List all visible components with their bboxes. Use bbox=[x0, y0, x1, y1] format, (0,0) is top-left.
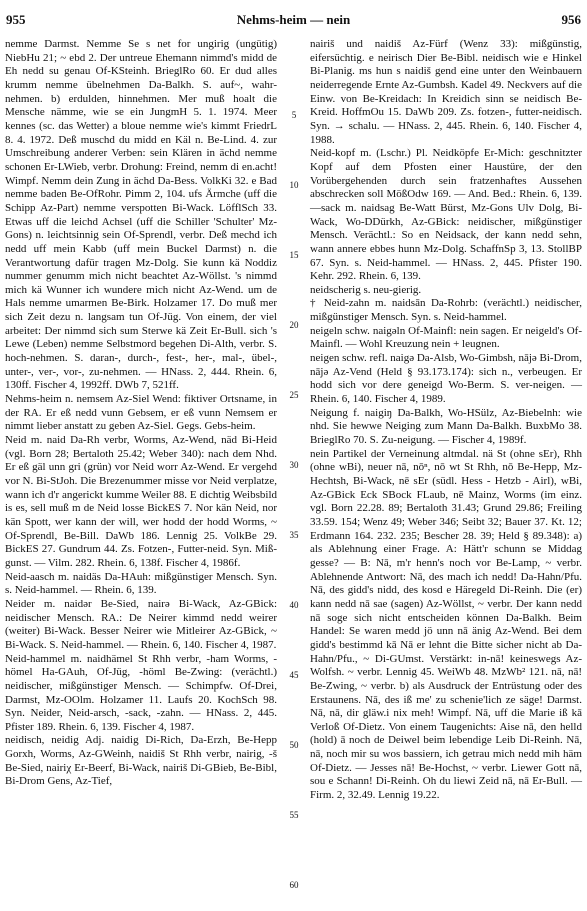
entry-neider: Neider m. naidər Be-Sied, nairə Bi-Wack, Az-GBick: neidischer Mensch. RA.: De Neirer kimmd nedd weirer (weiter) Bi-Wack. Besser Neirer wie Mitleirer Az-GBick, ~ Bi-Wack. S. Neid-hammel. — Rhein. 6, 140. Fischer 4, 1987. bbox=[5, 597, 277, 651]
entry-neid-aasch: Neid-aasch m. naidäs Da-HAuh: mißgünstiger Mensch. Syn. s. Neid-hammel. — Rhein. 6, 139. bbox=[5, 570, 277, 597]
line-number: 20 bbox=[289, 320, 299, 330]
left-column bbox=[5, 38, 277, 789]
entry-nein: nein Partikel der Verneinung altmdal. nä St (ohne sEr), Rhh (ohne wBi), neuer nā, nōⁿ, nō wt St Rhh, nō Be-Hepp, Mz-Hechtsh, Bi-Wack, nē sEr (südl. Hess - Hetzb - Airl), wBi, Az-GBick Eck SBock FLaub, nē Mainz, Worms (im einz. vgl. Born 22.28. 89; Bertaloth 31.43; Grund 29.86; Freiling 33.59. 154; Wenz 49; Weber 346; Seibt 32; Bauer 37. Kt. 12; Erdmann 164. 232. 235; Bescher 28. 39; Held § 89.348): a) als Ablehnung einer Frage. A: Hätt'r schunn se Middag gesse? — B: Nā, m'r henn's noch vor Be-Lamp, ~ verbr. Ablehnende Antwort: Nā, des mach ich nedd! Da-Hahn/Pfu. Nā, des gidd's nidd, des kosd e Häregeld Di-Reinh. Die (er) kann nedd nā sae (sagen) Az-Wöllst, ~ verbr. Der kann nedd nā soge sich nicht entscheiden können Da-Balkh. Beim Handel: Se waren medd jö unn nā änig Az-Wend. Bei dem gidd's bestimmd kā Nā er lehnt die Bitte sicher nicht ab Da-Hahn/Pfu., ~ Di-GUmst. Verstärkt: in-nā! keineswegs Az-Wolfsh. ~ verbr. Lennig 45. WeiWb 48. MzWb² 121. nā, nā! Be-Zwing, ~ verbr. b) als Ausdruck der Entrüstung oder des Erstaunens. Nā, des iß me' zu schenie'lich ze säge! Darmst. Nā, nā, dir gläw.i nix meh! Wimpf. Nā, uff die Marie iß kā Verloß Of-Dietz. Von einem Taugenichts: Aise nā, den helld (hold) ā noch de Deiwel beim lebendige Leib Di-Reinh. Nā, nā, noch mir su wos bassiern, ich getrau mich nedd mih häm Of-Dietz. — Jesses nā! Be-Hochst, ~ verbr. Liewer Gott nā, sou e Schann! Di-Reinh. Oh du liewi Zeid nā, nā Er-Bull. — Firm. 2, 32.49. Lennig 19.22. bbox=[310, 447, 582, 802]
line-number: 35 bbox=[289, 530, 299, 540]
line-number: 60 bbox=[289, 880, 299, 890]
entry-neigen: neigen schw. refl. naigə Da-Alsb, Wo-Gimbsh, nājə Bi-Drom, nājə Az-Vend (Held § 93.173.174): sich n., verbeugen. Er hodd sich vor dere geneigd Wo-Berm. S. ver-neigen. — Rhein. 6, 140. Fischer 4, 1989. bbox=[310, 352, 582, 406]
running-title: Nehms-heim — nein bbox=[236, 12, 351, 27]
entry-neid: Neid m. naid Da-Rh verbr, Worms, Az-Wend, näd Bi-Heid (vgl. Born 28; Bertaloth 25.42; Weber 340): nach dem Nhd. Er eß gäl unn gri (grün) vor Neid worr Az-Wend. Er vergehd vor N. Bi-StJoh. Die Brezenummer misse vor Neid verplatze, wann ich d'r angerickt kumme Weiler 88. E dichtig Weibsbild is es, sell muß m de Neid losse BickES 7. Nor kän Neid, nor kän Spott, wer kann der will, wer hodd der hodd Worms, ~ Of-Sprendl, Be-Bill. DaWb 186. Lennig 25. VolkBe 29. BickES 27. Gundrum 44. Zs. Fotzen-, Futter-neid. Syn. Miß-gunst. — Vilm. 282. Rhein. 6, 138f. Fischer 4, 1986f. bbox=[5, 434, 277, 569]
page-number-left: 955 bbox=[6, 12, 26, 27]
line-number: 25 bbox=[289, 390, 299, 400]
entry-neigeln: neigeln schw. naigəln Of-Mainfl: nein sagen. Er neigeld's Of-Mainfl. — Wohl Kreuzung nein + leugnen. bbox=[310, 324, 582, 351]
line-number: 55 bbox=[289, 810, 299, 820]
line-number: 45 bbox=[289, 670, 299, 680]
entry-neidscherig: neidscherig s. neu-gierig. bbox=[310, 283, 422, 296]
line-number: 40 bbox=[289, 600, 299, 610]
entry-neidisch: neidisch, neidig Adj. naidig Di-Rich, Da-Erzh, Be-Hepp Gorxh, Worms, Az-GWeinh, naidiš St Rhh verbr, nairig, -š Be-Sied, nairiχ Er-Beerf, Bi-Wack, nairiš Di-GBieb, Be-Bibl, Bi-Drom Gens, Az-Tief, bbox=[5, 734, 277, 788]
line-number: 15 bbox=[289, 250, 299, 260]
page-number-right: 956 bbox=[561, 12, 581, 27]
line-number: 30 bbox=[289, 460, 299, 470]
entry-neid-kopf: Neid-kopf m. (Lschr.) Pl. Neidköpfe Er-Mich: geschnitzter Kopf auf dem Pfosten einer Haustüre, der den Vorübergehenden durch sein fratzenhaftes Aussehen abschrecken soll MößOdw 169. — And. Bed.: Rhein. 6, 139. —sack m. naidsag Be-Watt Bürst, Mz-Gons Ulv Dolg, Bi-Wack, Wo-DDürkh, Az-GBick: neidischer, mißgünstiger Mensch. Verächtl.: So en Neidsack, der kann nedd sehn, wann annere ebbes hunn Mz-Dolg. SchaffnSp 3, 13. StollBP 67. Syn. s. Neid-hammel. — HNass. 2, 445. Pfister 190. Kehr. 292. Rhein. 6, 139. bbox=[310, 147, 582, 283]
line-number: 50 bbox=[289, 740, 299, 750]
right-column bbox=[310, 38, 582, 803]
line-number: 10 bbox=[289, 180, 299, 190]
entry-nehms-heim: Nehms-heim n. nemsem Az-Siel Wend: fiktiver Ortsname, in der RA. Er eß nedd vunn Gebsem, er eß vunn Nemsem er nimmt lieber anstatt zu geben Az-Siel. Gegs. Gebs-heim. bbox=[5, 393, 277, 433]
entry-nehmen-continued: nemme Darmst. Nemme Se s net for ungirig (ungütig) NiebHu 21; ~ ebd 2. Der untreue Ehemann nimmd's midd de Eh nedd su genau Of-KSteinh. BrieglRo 60. Er dud alles krumm nemme übelnehmen Da-Balkh. S. auf~, wahr-nehmen. b) erdulden, hinnehmen. Mer muß hoalt die Mensche nämme, wie se ein JungmH 5. 1. 1974. Meer kennes (sc. das Wetter) a bloue nemme wie's kimmt FriedrL 8. 4. 1972. Deß muschd du midd en Käl n. Be-Lind. 4. zur Umschreibung anderer Verben: sein Klären in ächd nemme schonen Er-LWieb, verbr. Drohung: Freind, nemm di en.acht! Wimpf. Nemm dein Zung in ächd Da-Bess. VolkKi 32. e Bad nemme baden Be-OfRohr. Pimm 2, 104. ufs Ärmche (uff die Schipp Az-Part) nemme verspotten Bi-Wack. LöfflSch 33. Etwas uff die leichd Achsel (uff die Schiller 'Schulter' Mz-Gons) n. leichtsinnig sein Of-Sprendl, verbr. Deß mechd ich nedd uff mein Kabb (uff mein Buckel Darmst) n. die Verantwortung dafür tragen Mz-Dolg. Sie kunn kä Noddiz nummer genumm mich nicht beachtet Az-Wöllst. 's nimmd mich kä Wunner ich wundere mich nicht Az-Wend. um de Hals nemme umarmen Be-Birk. Holzamer 17. Do muß mer sich Zeit dezu n. langsam tun Of-Jüg. Von einem, der viel arbeitet: Der nimmd sich sum Sterwe kä Zeit Er-Bull. sich 's Lewe (Leben) nemme Selbstmord begehen Di-Alth, verbr. S. hoch-nehmen. S. daran-, durch-, fest-, her-, mal-, übel-, unter-, ver-, vor-, zu-nehmen. — HNass. 2, 444. Rhein. 6, 130ff. Fischer 4, 1992ff. DWb 7, 521ff. bbox=[5, 38, 277, 392]
entry-neid-zahn: † Neid-zahn m. naidsān Da-Rohrb: (verächtl.) neidischer, mißgünstiger Mensch. Syn. s. Neid-hammel. bbox=[310, 297, 582, 324]
entry-neidisch-continued: nairiš und naidiš Az-Fürf (Wenz 33): mißgünstig, eifersüchtig. e neirisch Dier Be-Bibl. neidisch wie e Hinkel Bi-Planig. ms hun s naidiš gend eine unter den Weinbauern neiderregende Ernte Az-Gumbsh. Kadel 49. Neckvers auf die Einw. von Be-Kreidach: In Kreidich sinn se neidisch Be-Kreid. HoffmOu 15. DaWb 209. Zs. fotzen-, futter-neidisch. Syn. → schalu. — HNass. 2, 445. Rhein. 6, 140. Fischer 4, 1988. bbox=[310, 38, 582, 146]
entry-neid-hammel: Neid-hammel m. naidhämel St Rhh verbr, -ham Worms, -hömel Ha-GAuh, Of-Jüg, -höml Be-Zwing: (verächtl.) neidischer, mißgünstiger Mensch. — Schimpfw. Of-Drei, Darmst, Mz-OOlm. Holzamer 11. Laufs 20. KochSch 98. Syn. Neider, Neid-arsch, -sack, -zahn. — HNass. 2, 445. Pfister 189. Rhein. 6, 139. Fischer 4, 1987. bbox=[5, 652, 277, 733]
entry-neigung: Neigung f. naigiŋ Da-Balkh, Wo-HSülz, Az-Biebelnh: wie nhd. Sie hewwe Neiging zum Mann Da-Balkh. BuxbMo 38. BrieglRo 70. S. Zu-neigung. — Fischer 4, 1989f. bbox=[310, 406, 582, 447]
line-number: 5 bbox=[291, 110, 297, 120]
